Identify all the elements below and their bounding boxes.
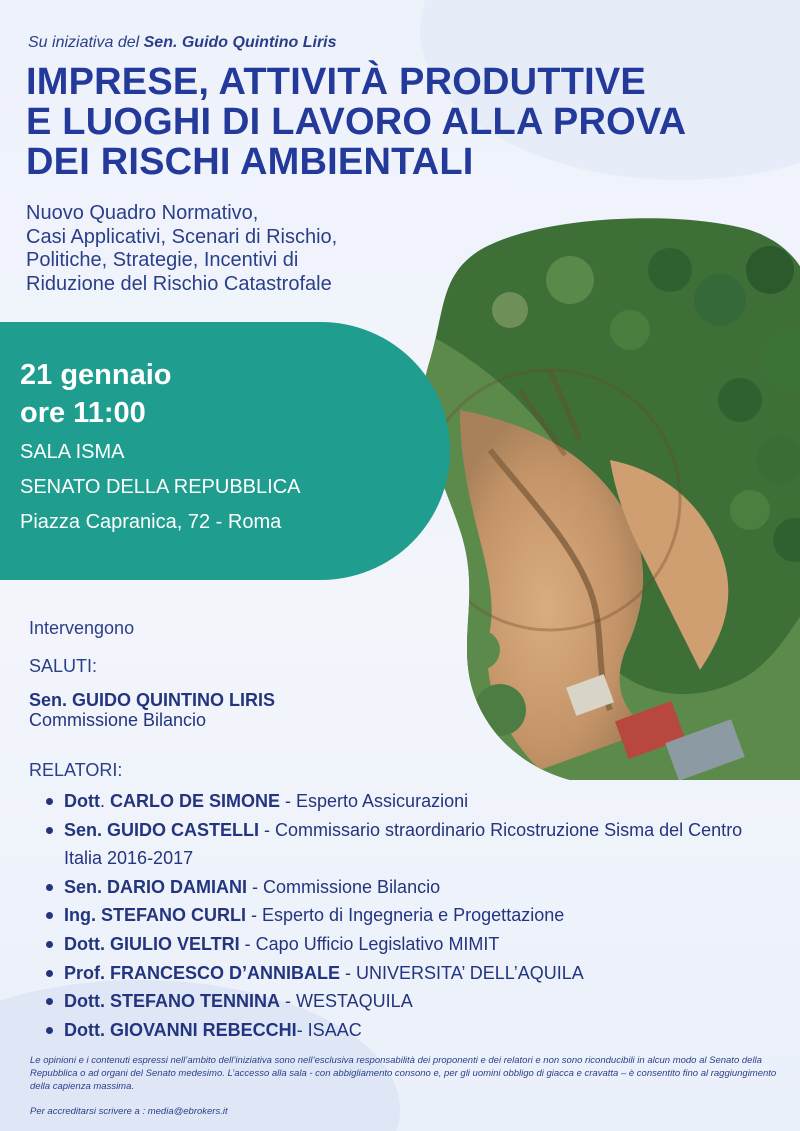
speaker-title-separator: . (100, 962, 111, 983)
speaker-title-separator: . (99, 933, 110, 954)
saluti-speaker-role: Commissione Bilancio (29, 710, 207, 730)
subtitle-line: Politiche, Strategie, Incentivi di (26, 249, 299, 271)
initiative-line (28, 34, 337, 52)
list-item (44, 787, 784, 816)
landslide-aerial-photo (420, 210, 800, 780)
speaker-name: CARLO DE SIMONE (110, 791, 281, 811)
speaker-title: Dott (64, 933, 100, 954)
initiative-name: Sen. Guido Quintino Liris (143, 34, 337, 51)
intervengono-label: Intervengono (29, 618, 135, 638)
initiative-prefix: Su iniziativa del (28, 34, 144, 51)
page-title (26, 62, 786, 182)
list-item (44, 987, 784, 1016)
speaker-role: - UNIVERSITA’ DELL’AQUILA (340, 962, 584, 983)
speaker-role: - Capo Ufficio Legislativo MIMIT (239, 933, 500, 954)
speaker-name: GIOVANNI REBECCHI (110, 1019, 297, 1040)
speaker-role: - Commissario straordinario Ricostruzione Sisma del Centro Italia 2016-2017 (64, 819, 743, 869)
list-item (44, 959, 784, 988)
contact-line: Per accreditarsi scrivere a : media@ebrokers.it (30, 1106, 228, 1117)
list-item (44, 930, 784, 959)
speaker-title: Dott (64, 1019, 100, 1040)
title-line: IMPRESE, ATTIVITÀ PRODUTTIVE (26, 61, 646, 103)
speaker-name: GUIDO CASTELLI (107, 819, 260, 840)
speakers-list (44, 787, 784, 1044)
speaker-name: STEFANO CURLI (101, 905, 247, 926)
list-item (44, 1016, 784, 1045)
speaker-title: Ing (64, 905, 91, 926)
speaker-role: - Commissione Bilancio (247, 876, 441, 897)
venue-institution: SENATO DELLA REPUBBLICA (20, 476, 301, 498)
venue-room: SALA ISMA (20, 441, 125, 463)
subtitle-line: Casi Applicativi, Scenari di Rischio, (26, 225, 338, 248)
speaker-role: - Esperto Assicurazioni (280, 791, 469, 811)
event-venue (20, 435, 300, 540)
list-item (44, 873, 784, 902)
speaker-title-separator: . (97, 876, 108, 897)
speaker-title: Sen (64, 819, 98, 840)
speaker-name: STEFANO TENNINA (110, 991, 281, 1012)
disclaimer-text: Le opinioni e i contenuti espressi nell’ambito dell’iniziativa sono nell’esclusiva responsabilità dei proponenti e dei relatori e non sono riconducibili in alcun modo al Senato della Repubblica o ad organi del Senato medesimo. L’accesso alla sala - con abbigliamento consono e, per gli uomini obbligo di giacca e cravatta – è consentito fino al raggiungimento della capienza massima. (30, 1055, 777, 1092)
saluti-label: SALUTI: (29, 656, 98, 676)
speaker-title-separator: . (99, 1019, 110, 1040)
subtitle-line: Riduzione del Rischio Catastrofale (26, 272, 332, 295)
speaker-name: DARIO DAMIANI (107, 876, 248, 897)
speaker-role: - ISAAC (296, 1019, 362, 1040)
title-line: DEI RISCHI AMBIENTALI (26, 141, 474, 183)
speaker-title: Dott (64, 991, 100, 1012)
speaker-title-separator: . (97, 819, 108, 840)
saluti-speaker-name: Sen. GUIDO QUINTINO LIRIS (29, 690, 276, 710)
event-date: 21 gennaio (20, 359, 172, 391)
subtitle (26, 202, 446, 296)
speaker-title-separator: . (99, 791, 110, 811)
speaker-role: - WESTAQUILA (280, 991, 413, 1012)
speaker-name: FRANCESCO D’ANNIBALE (110, 962, 341, 983)
list-item (44, 816, 784, 873)
speaker-name: GIULIO VELTRI (110, 933, 240, 954)
speaker-title: Prof (64, 962, 100, 983)
relatori-label: RELATORI: (29, 760, 123, 780)
speaker-title: Dott (64, 791, 100, 811)
venue-address: Piazza Capranica, 72 - Roma (20, 511, 282, 533)
list-item (44, 901, 784, 930)
speaker-role: - Esperto di Ingegneria e Progettazione (246, 905, 565, 926)
event-time: ore 11:00 (20, 397, 146, 429)
speaker-title-separator: . (91, 905, 102, 926)
subtitle-line: Nuovo Quadro Normativo, (26, 202, 259, 224)
speaker-title: Sen (64, 876, 98, 897)
title-line: E LUOGHI DI LAVORO ALLA PROVA (26, 101, 687, 143)
event-date-time (20, 356, 172, 432)
speaker-title-separator: . (99, 991, 110, 1012)
